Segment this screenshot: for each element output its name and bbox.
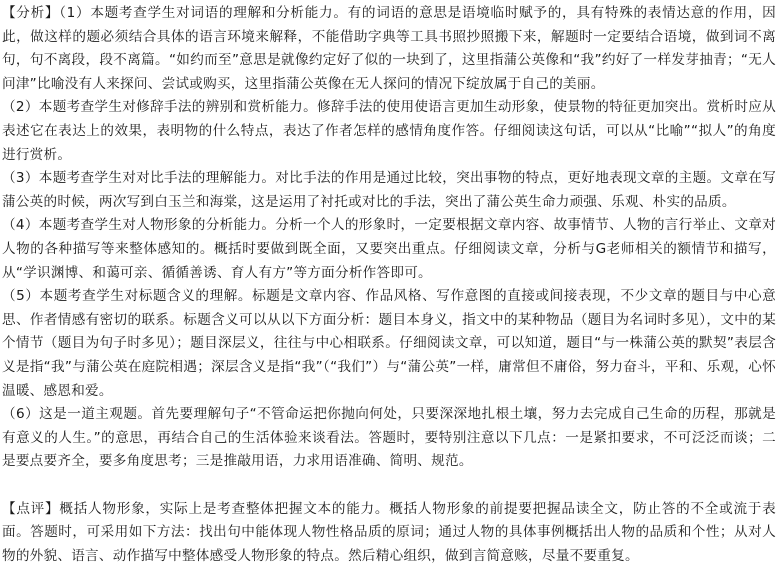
comment-paragraph: 【点评】概括人物形象，实际上是考查整体把握文本的能力。概括人物形象的前提要把握品读全文，防止答的不全或流于表面。答题时，可采用如下方法：找出句中能体现人物性格品质的原词；通过人物的具体事例概括出人物的品质和个性；从对人物的外貌、语言、动作描写中整体感受人物形象的特点。然后精心组织，做到言简意赅，尽量不要重复。 xyxy=(2,500,776,565)
analysis-paragraph-5: （5）本题考查学生对标题含义的理解。标题是文章内容、作品风格、写作意图的直接或间接表现，不少文章的题目与中心意思、作者情感有密切的联系。标题含义可以从以下方面分析：题目本身义，指文中的某种物品（题目为名词时多见），文中的某个情节（题目为句子时多见）；题目深层义，往往与中心相联系。仔细阅读文章，可以知道，题目“与一株蒲公英的默契”表层含义是指“我”与蒲公英在庭院相遇；深层含义是指“我”（“我们”）与“蒲公英”一样，庸常但不庸俗，努力奋斗，平和、乐观，心怀温暖、感恩和爱。 xyxy=(2,288,776,399)
analysis-paragraph-2: （2）本题考查学生对修辞手法的辨别和赏析能力。修辞手法的使用使语言更加生动形象，使景物的特征更加突出。赏析时应从表述它在表达上的效果，表明物的什么特点，表达了作者怎样的感情角度作答。仔细阅读这句话，可以从“比喻”“拟人”的角度进行赏析。 xyxy=(2,99,776,163)
analysis-paragraph-1: 【分析】（1）本题考查学生对词语的理解和分析能力。有的词语的意思是语境临时赋予的，具有特殊的表情达意的作用，因此，做这样的题必须结合具体的语言环境来解释，不能借助字典等工具书照抄照搬下来，解题时一定要结合语境，做到词不离句，句不离段，段不离篇。“如约而至”意思是就像约定好了似的一块到了，这里指蒲公英像和“我”约好了一样发芽抽青；“无人问津”比喻没有人来探问、尝试或购买，这里指蒲公英像在无人探问的情况下绽放属于自己的美丽。 xyxy=(2,5,776,92)
analysis-paragraph-4: （4）本题考查学生对人物形象的分析能力。分析一个人的形象时，一定要根据文章内容、故事情节、人物的言行举止、文章对人物的各种描写等来整体感知的。概括时要做到既全面，又要突出重点。仔细阅读文章，分析与G老师相关的额情节和描写，从“学识渊博、和蔼可亲、循循善诱、育人有方”等方面分析作答即可。 xyxy=(2,217,776,281)
analysis-paragraph-3: （3）本题考查学生对对比手法的理解能力。对比手法的作用是通过比较，突出事物的特点，更好地表现文章的主题。文章在写蒲公英的时候，两次写到白玉兰和海棠，这是运用了衬托或对比的手法，突出了蒲公英生命力顽强、乐观、朴实的品质。 xyxy=(2,170,776,210)
section-spacer xyxy=(2,474,776,498)
answer-explanation-document xyxy=(2,2,776,569)
analysis-paragraph-6: （6）这是一道主观题。首先要理解句子“不管命运把你抛向何处，只要深深地扎根土壤，努力去完成自己生命的历程，那就是有意义的人生。”的意思，再结合自己的生活体验来谈看法。答题时，要特别注意以下几点：一是紧扣要求，不可泛泛而谈；二是要点要齐全，要多角度思考；三是推敲用语，力求用语准确、简明、规范。 xyxy=(2,406,776,470)
